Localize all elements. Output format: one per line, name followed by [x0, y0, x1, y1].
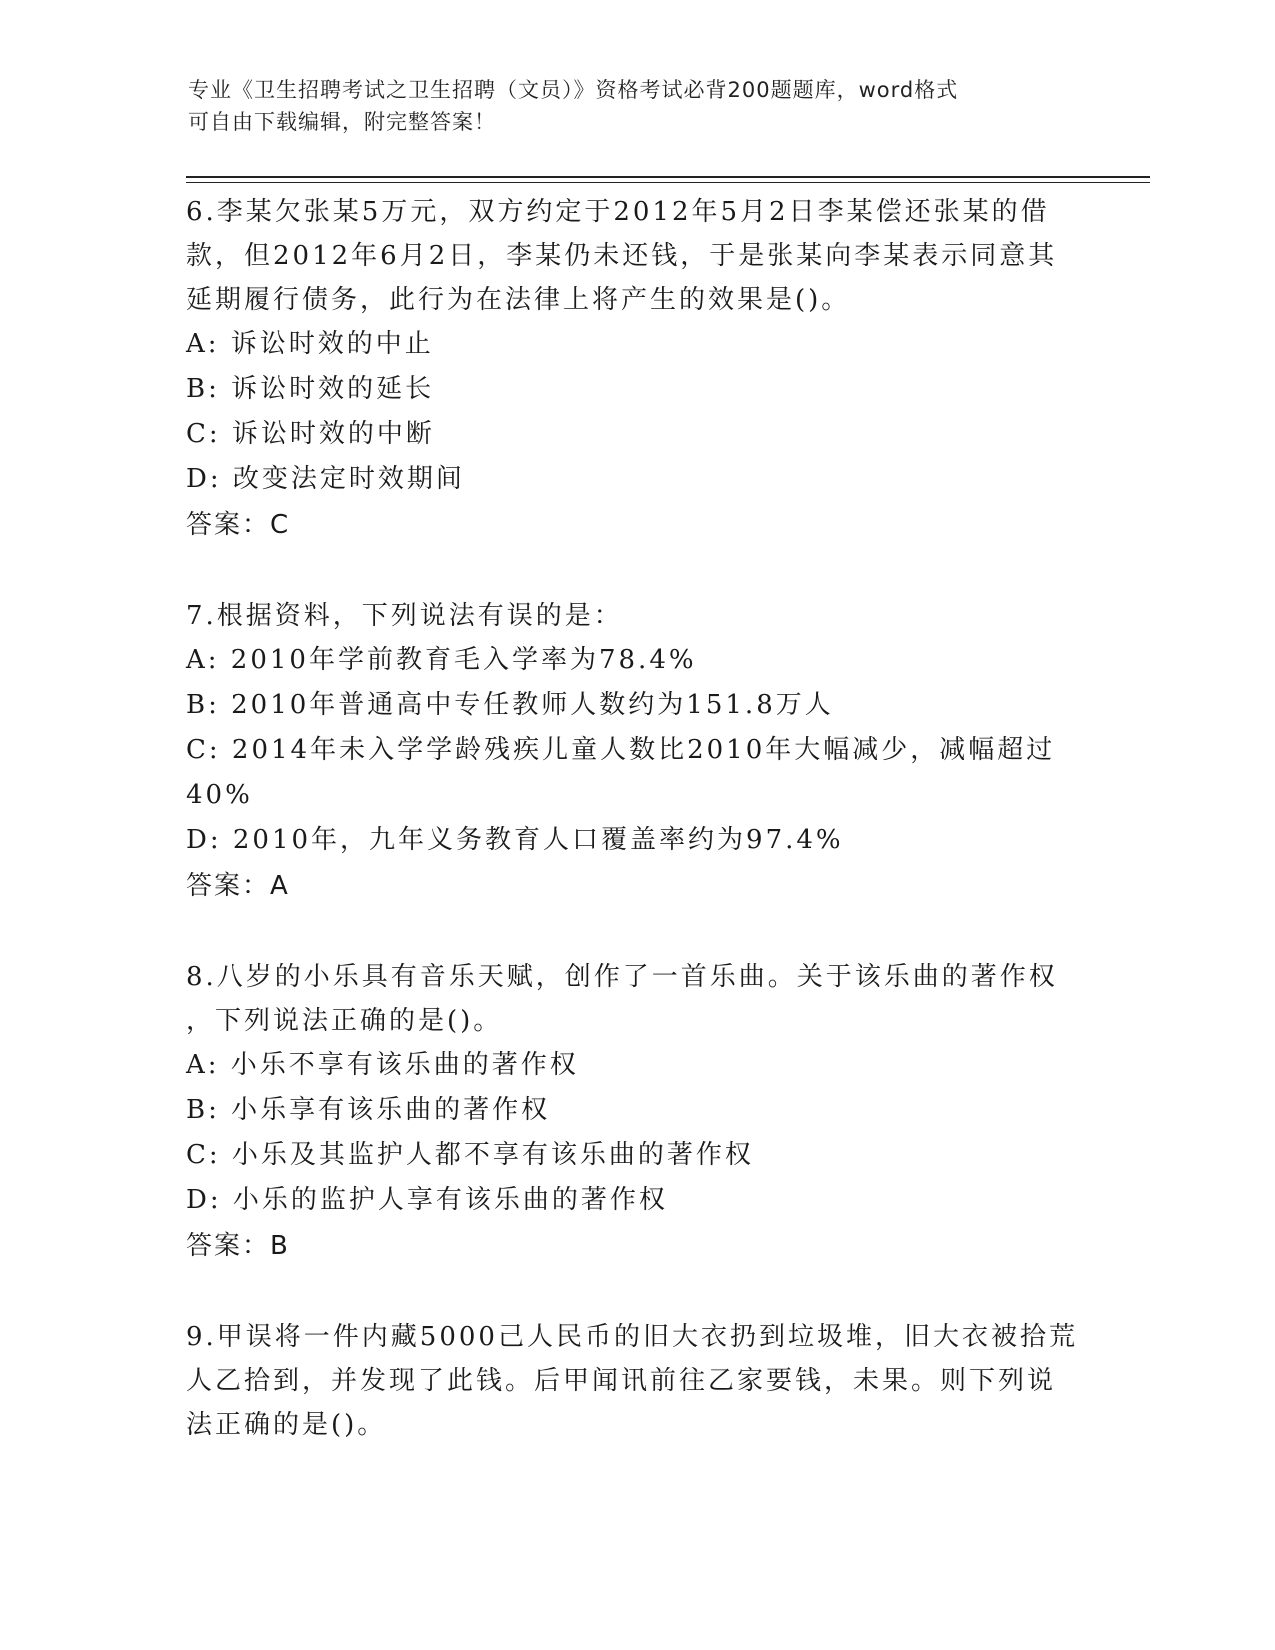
document-header — [188, 74, 1068, 138]
option-c: C: 2014年未入学学龄残疾儿童人数比2010年大幅减少，减幅超过 — [186, 735, 1056, 765]
question-spacer — [186, 1269, 1086, 1315]
option-a: A: 2010年学前教育毛入学率为78.4% — [186, 645, 697, 675]
question-stem-line: ，下列说法正确的是()。 — [186, 1006, 503, 1036]
question-stem-line: 8.八岁的小乐具有音乐天赋，创作了一首乐曲。关于该乐曲的著作权 — [186, 962, 1058, 992]
question-spacer — [186, 909, 1086, 955]
question-8 — [186, 955, 1086, 1315]
option-d: D: 小乐的监护人享有该乐曲的著作权 — [186, 1185, 668, 1215]
question-list — [186, 190, 1086, 1447]
question-stem-line: 延期履行债务，此行为在法律上将产生的效果是()。 — [186, 285, 851, 315]
question-9 — [186, 1315, 1086, 1447]
option-a: A: 诉讼时效的中止 — [186, 329, 434, 359]
question-stem-line: 款，但2012年6月2日，李某仍未还钱，于是张某向李某表示同意其 — [186, 241, 1058, 271]
question-stem-line: 9.甲误将一件内藏5000己人民币的旧大衣扔到垃圾堆，旧大衣被拾荒 — [186, 1322, 1078, 1352]
question-stem-line: 法正确的是()。 — [186, 1410, 387, 1440]
option-c-continued: 40% — [186, 780, 253, 810]
header-title-line-2: 可自由下载编辑，附完整答案！ — [188, 110, 496, 134]
answer-line: 答案：A — [186, 871, 290, 901]
question-stem-line: 6.李某欠张某5万元，双方约定于2012年5月2日李某偿还张某的借 — [186, 197, 1050, 227]
option-d: D: 2010年，九年义务教育人口覆盖率约为97.4% — [186, 825, 844, 855]
option-b: B: 2010年普通高中专任教师人数约为151.8万人 — [186, 690, 834, 720]
question-7 — [186, 594, 1086, 955]
header-divider-thick — [186, 176, 1150, 178]
option-b: B: 诉讼时效的延长 — [186, 374, 435, 404]
option-c: C: 小乐及其监护人都不享有该乐曲的著作权 — [186, 1140, 754, 1170]
question-spacer — [186, 548, 1086, 594]
header-title-line-1: 专业《卫生招聘考试之卫生招聘（文员）》资格考试必背200题题库，word格式 — [188, 78, 959, 102]
answer-line: 答案：C — [186, 510, 291, 540]
option-b: B: 小乐享有该乐曲的著作权 — [186, 1095, 551, 1125]
question-stem-line: 7.根据资料，下列说法有误的是： — [186, 601, 623, 631]
option-c: C: 诉讼时效的中断 — [186, 419, 435, 449]
question-stem-line: 人乙拾到，并发现了此钱。后甲闻讯前往乙家要钱，未果。则下列说 — [186, 1366, 1057, 1396]
answer-line: 答案：B — [186, 1231, 290, 1261]
option-d: D: 改变法定时效期间 — [186, 464, 465, 494]
header-divider-thin — [186, 182, 1150, 183]
option-a: A: 小乐不享有该乐曲的著作权 — [186, 1050, 579, 1080]
question-6 — [186, 190, 1086, 594]
